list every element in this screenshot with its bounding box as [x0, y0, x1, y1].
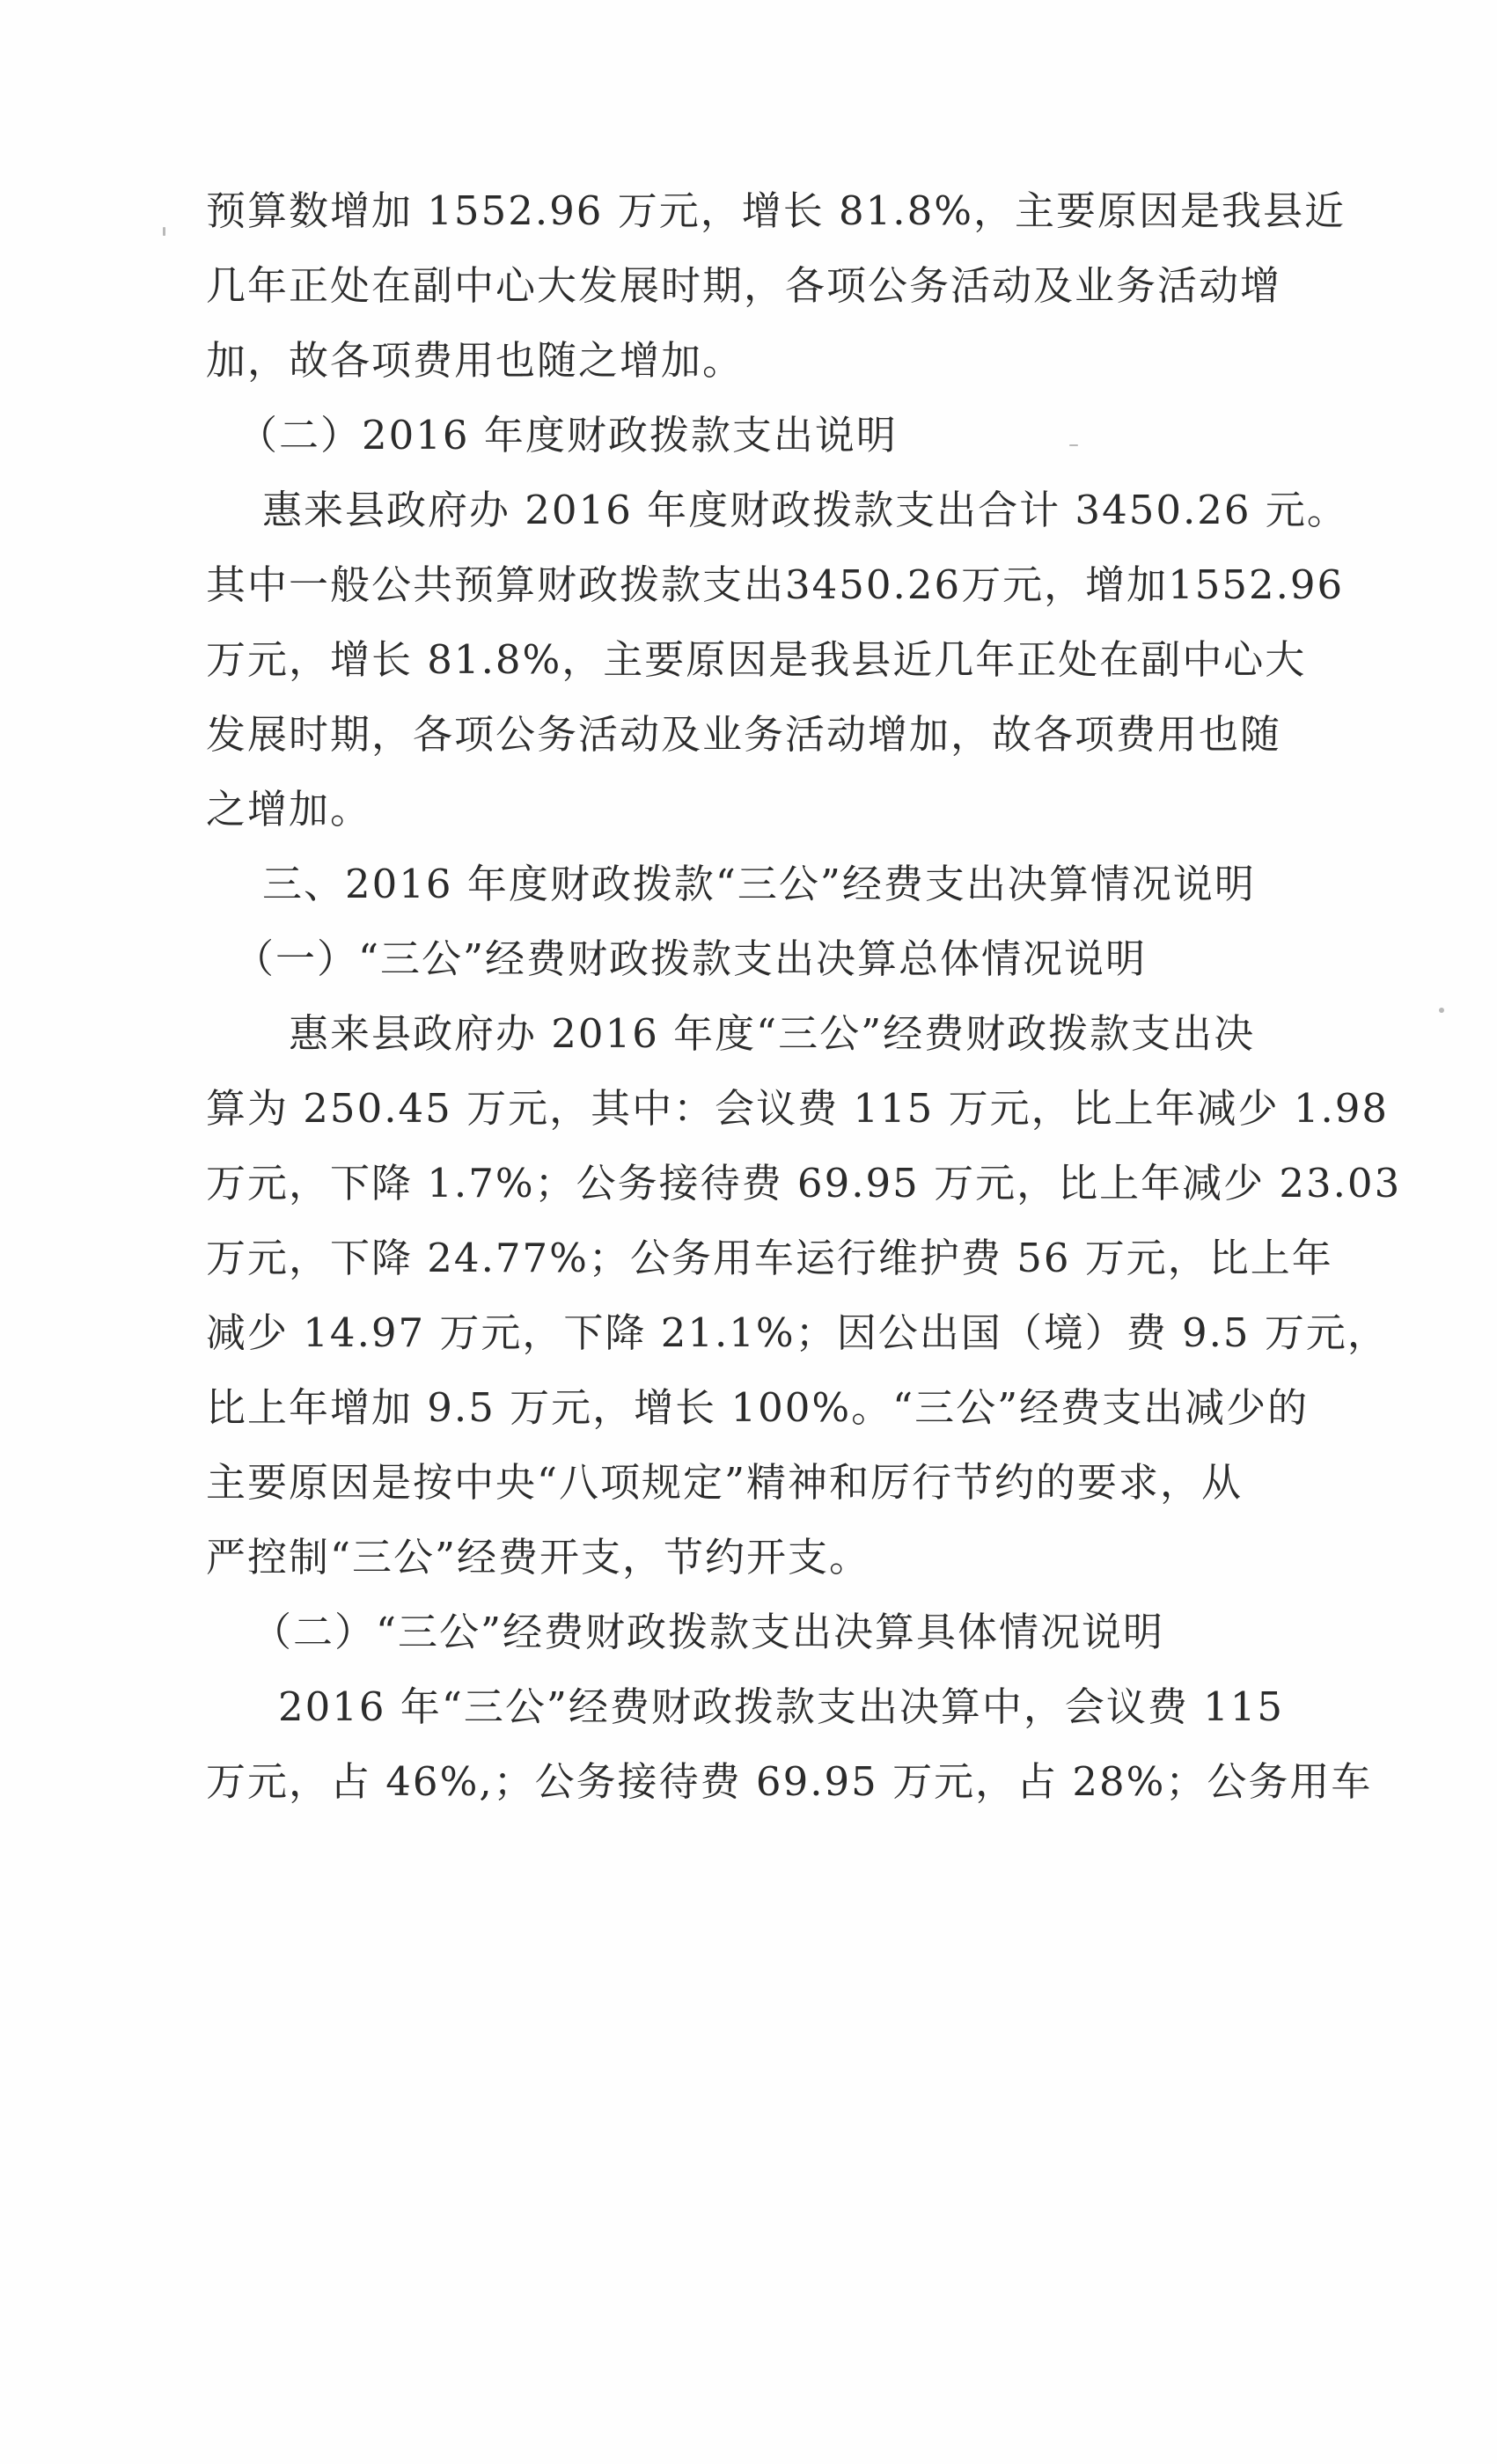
paragraph-line: 严控制“三公”经费开支，节约开支。 — [206, 1534, 871, 1580]
paragraph-line: 几年正处在副中心大发展时期，各项公务活动及业务活动增 — [206, 262, 1282, 309]
paragraph-line: 之增加。 — [206, 786, 372, 832]
paragraph-line: 万元，占 46%,；公务接待费 69.95 万元，占 28%；公务用车 — [206, 1758, 1373, 1805]
scan-speck — [163, 227, 165, 236]
paragraph-line: 万元，增长 81.8%，主要原因是我县近几年正处在副中心大 — [206, 636, 1307, 683]
paragraph-line: 惠来县政府办 2016 年度财政拨款支出合计 3450.26 元。 — [262, 487, 1348, 533]
paragraph-line: 比上年增加 9.5 万元，增长 100%。“三公”经费支出减少的 — [206, 1384, 1310, 1431]
paragraph-line: 2016 年“三公”经费财政拨款支出决算中，会议费 115 — [278, 1683, 1285, 1730]
scan-speck — [1439, 1008, 1444, 1013]
paragraph-line: 主要原因是按中央“八项规定”精神和厉行节约的要求，从 — [206, 1459, 1244, 1506]
paragraph-line: 减少 14.97 万元，下降 21.1%；因公出国（境）费 9.5 万元， — [206, 1309, 1389, 1356]
section-heading: （一）“三公”经费财政拨款支出决算总体情况说明 — [234, 935, 1148, 982]
paragraph-line: 发展时期，各项公务活动及业务活动增加，故各项费用也随 — [206, 711, 1282, 758]
section-heading: （二）“三公”经费财政拨款支出决算具体情况说明 — [252, 1609, 1165, 1655]
paragraph-line: 万元，下降 24.77%；公务用车运行维护费 56 万元，比上年 — [206, 1235, 1333, 1281]
paragraph-line: 算为 250.45 万元，其中：会议费 115 万元，比上年减少 1.98 — [206, 1085, 1390, 1132]
paragraph-line: 惠来县政府办 2016 年度“三公”经费财政拨款支出决 — [289, 1010, 1256, 1057]
paragraph-line: 万元，下降 1.7%；公务接待费 69.95 万元，比上年减少 23.03 — [206, 1160, 1402, 1206]
paragraph-line: 其中一般公共预算财政拨款支出3450.26万元，增加1552.96 — [206, 561, 1345, 608]
section-heading: （二）2016 年度财政拨款支出说明 — [238, 412, 898, 458]
paragraph-line: 预算数增加 1552.96 万元，增长 81.8%，主要原因是我县近 — [206, 187, 1346, 234]
paragraph-line: 加，故各项费用也随之增加。 — [206, 337, 745, 384]
scan-speck — [1069, 444, 1078, 446]
section-heading: 三、2016 年度财政拨款“三公”经费支出决算情况说明 — [262, 861, 1256, 907]
